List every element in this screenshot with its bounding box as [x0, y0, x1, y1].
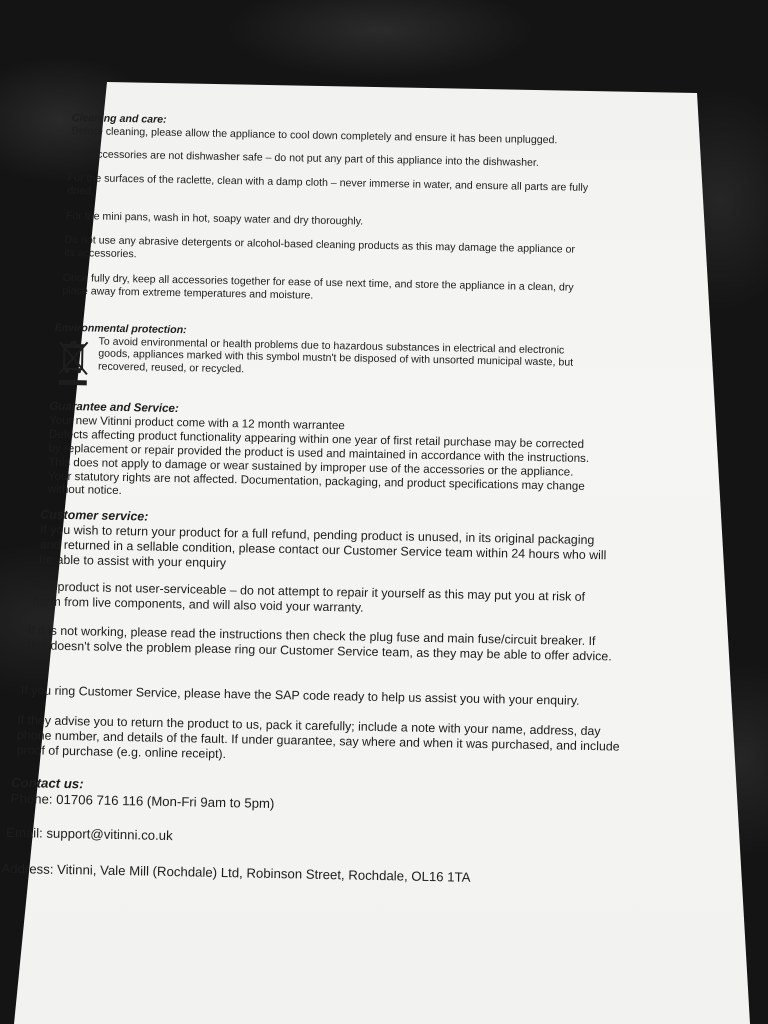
guarantee-heading: Guarantee and Service: — [49, 399, 179, 416]
customer-service-section — [39, 507, 608, 577]
guarantee-line: Defects affecting product functionality appearing within one year of first retail purchase may be corrected by replacement or repair provided the product is used and maintained in accordance with the instructions. This does not apply to damage or wear sustained by improper use of the accessories or the appliance. Your statutory rights are not affected. Documentation, packaging, and product specifications may change without notice. — [47, 427, 590, 498]
cleaning-heading: Cleaning and care: — [71, 111, 167, 126]
cleaning-paragraph: Do not use any abrasive detergents or alcohol-based cleaning products as this may damage the appliance or its accessories. — [64, 233, 576, 260]
customer-service-paragraph: If you ring Customer Service, please have the SAP code ready to help us assist you with your enquiry. — [20, 683, 580, 708]
environment-text: To avoid environmental or health problems due to hazardous substances in electrical and electronic goods, appliances marked with this symbol mustn't be disposed of with unsorted municipal waste, but recovered, reused, or recycled. — [97, 335, 574, 376]
cleaning-paragraph: Once fully dry, keep all accessories together for ease of use next time, and store the appliance in a clean, dry place away from extreme temperatures and moisture. — [62, 271, 574, 302]
environment-section — [54, 322, 595, 383]
customer-service-paragraph: If you wish to return your product for a full refund, pending product is unused, in its original packaging and returned in a sellable condition, please contact our Customer Service team within 24 hours who will be able to assist with your enquiry — [39, 522, 607, 570]
guarantee-line: Your new Vitinni product come with a 12 month warrantee — [48, 413, 345, 433]
customer-service-paragraph: If they advise you to return the product to us, pack it carefully; include a note with your name, address, day phone number, and details of the fault. If under guarantee, say where and when it was purchased, and include proof of purchase (e.g. online receipt). — [16, 713, 620, 761]
contact-phone: Phone: 01706 716 116 (Mon-Fri 9am to 5pm) — [10, 790, 275, 811]
guarantee-section — [48, 400, 598, 508]
cleaning-paragraph: For the mini pans, wash in hot, soapy water and dry thoroughly. — [65, 209, 364, 228]
weee-crossed-bin-icon — [56, 338, 91, 387]
customer-service-paragraph: The product is not user-serviceable – do not attempt to repair it yourself as this may put you at risk of harm from live components, and will also void your warranty. — [32, 579, 586, 615]
contact-email: Email: support@vitinni.co.uk — [5, 824, 173, 844]
customer-service-heading: Customer service: — [40, 507, 149, 524]
contact-address: Address: Vitinni, Vale Mill (Rochdale) Ltd, Robinson Street, Rochdale, OL16 1TA — [1, 860, 471, 885]
environment-heading: Environmental protection: — [54, 321, 187, 337]
cleaning-paragraph: The accessories are not dishwasher safe – do not put any part of this appliance into the dishwasher. — [70, 147, 539, 169]
cleaning-paragraph: For the surfaces of the raclette, clean with a damp cloth – never immerse in water, and ensure all parts are fully dried. — [67, 171, 589, 198]
cleaning-paragraph: Before cleaning, please allow the appliance to cool down completely and ensure it has been unplugged. — [71, 124, 558, 147]
contact-heading: Contact us: — [10, 774, 84, 792]
customer-service-paragraph: If it is not working, please read the instructions then check the plug fuse and main fuse/circuit breaker. If this doesn't solve the problem please ring our Customer Service team, as they may be able to offer advice. — [27, 623, 612, 664]
